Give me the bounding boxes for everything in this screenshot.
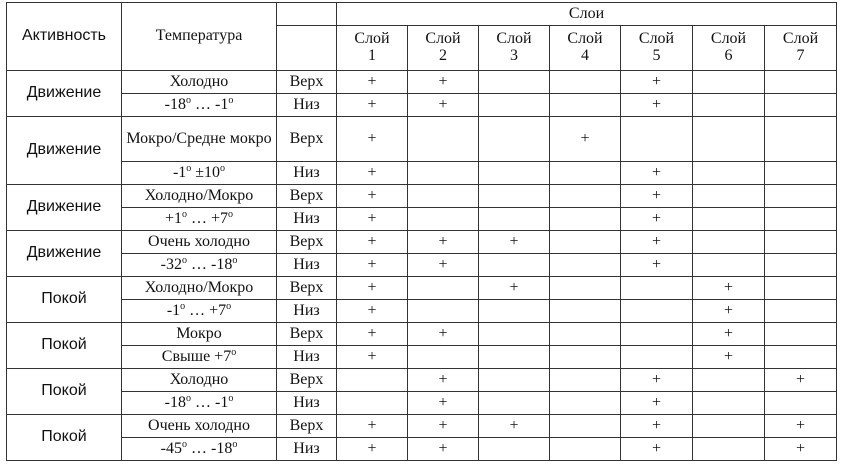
header-layer-word: Слой bbox=[710, 30, 747, 48]
layer-mark-cell-6 bbox=[693, 208, 765, 231]
layer-mark-cell-1: + bbox=[337, 185, 408, 208]
position-cell: Низ bbox=[277, 208, 337, 231]
position-cell: Верх bbox=[277, 323, 337, 346]
layer-mark-cell-7 bbox=[765, 392, 837, 415]
position-cell: Низ bbox=[277, 300, 337, 323]
layer-mark-cell-5: + bbox=[621, 438, 693, 461]
layer-mark-cell-7 bbox=[765, 231, 837, 254]
layer-mark-cell-3 bbox=[479, 346, 550, 369]
layer-mark-cell-2 bbox=[408, 117, 479, 162]
layer-mark-cell-7 bbox=[765, 162, 837, 185]
position-cell: Низ bbox=[277, 392, 337, 415]
layer-mark-cell-6 bbox=[693, 392, 765, 415]
position-cell: Верх bbox=[277, 185, 337, 208]
temperature-cell: Очень холодно bbox=[122, 415, 277, 438]
temperature-cell: Холодно/Мокро bbox=[122, 277, 277, 300]
layer-mark-cell-2: + bbox=[408, 254, 479, 277]
table-row bbox=[7, 117, 837, 162]
layer-mark-cell-3 bbox=[479, 369, 550, 392]
layer-mark-cell-3 bbox=[479, 254, 550, 277]
temperature-cell: Очень холодно bbox=[122, 231, 277, 254]
layer-mark-cell-3 bbox=[479, 117, 550, 162]
layer-mark-cell-5: + bbox=[621, 415, 693, 438]
position-cell: Верх bbox=[277, 415, 337, 438]
layer-mark-cell-6: + bbox=[693, 277, 765, 300]
table-row bbox=[7, 346, 837, 369]
activity-cell: Покой bbox=[7, 369, 122, 415]
temperature-cell: Мокро/Средне мокро bbox=[122, 117, 277, 162]
header-layer-2 bbox=[408, 26, 479, 71]
layer-mark-cell-4 bbox=[550, 438, 621, 461]
layer-mark-cell-2: + bbox=[408, 323, 479, 346]
header-layer-number: 1 bbox=[368, 47, 376, 64]
layer-mark-cell-7 bbox=[765, 185, 837, 208]
table-row bbox=[7, 323, 837, 346]
header-layer-number: 3 bbox=[510, 47, 518, 64]
layer-mark-cell-7 bbox=[765, 117, 837, 162]
header-layer-1 bbox=[337, 26, 408, 71]
layer-mark-cell-5 bbox=[621, 277, 693, 300]
layer-mark-cell-5 bbox=[621, 346, 693, 369]
layer-mark-cell-4 bbox=[550, 71, 621, 94]
position-cell: Низ bbox=[277, 346, 337, 369]
layer-mark-cell-2 bbox=[408, 277, 479, 300]
layer-mark-cell-7 bbox=[765, 208, 837, 231]
layer-mark-cell-2: + bbox=[408, 415, 479, 438]
header-layer-word: Слой bbox=[567, 30, 603, 48]
position-cell: Низ bbox=[277, 162, 337, 185]
header-layer-word: Слой bbox=[638, 30, 675, 48]
activity-cell: Движение bbox=[7, 185, 122, 231]
position-cell: Низ bbox=[277, 438, 337, 461]
layer-mark-cell-6: + bbox=[693, 300, 765, 323]
layer-mark-cell-4 bbox=[550, 323, 621, 346]
activity-cell: Движение bbox=[7, 117, 122, 185]
table-row bbox=[7, 300, 837, 323]
layer-mark-cell-4 bbox=[550, 185, 621, 208]
header-layer-word: Слой bbox=[782, 30, 819, 48]
layer-mark-cell-6 bbox=[693, 369, 765, 392]
layer-mark-cell-7: + bbox=[765, 415, 837, 438]
header-layer-4 bbox=[550, 26, 621, 71]
temperature-cell: $+1^o$ … $+7^o$ bbox=[122, 208, 277, 231]
layer-mark-cell-2: + bbox=[408, 94, 479, 117]
layer-mark-cell-3 bbox=[479, 300, 550, 323]
temperature-cell: -1$^o$ … $+7^o$ bbox=[122, 300, 277, 323]
table-row bbox=[7, 94, 837, 117]
layer-mark-cell-4 bbox=[550, 277, 621, 300]
layer-mark-cell-1: + bbox=[337, 117, 408, 162]
layer-mark-cell-5: + bbox=[621, 208, 693, 231]
temperature-cell: -18$^o$ … -1$^o$ bbox=[122, 94, 277, 117]
layer-mark-cell-5: + bbox=[621, 392, 693, 415]
layer-mark-cell-1: + bbox=[337, 162, 408, 185]
layer-mark-cell-3 bbox=[479, 94, 550, 117]
layer-mark-cell-1 bbox=[337, 369, 408, 392]
table-row bbox=[7, 162, 837, 185]
layer-mark-cell-2: + bbox=[408, 438, 479, 461]
layer-mark-cell-3 bbox=[479, 185, 550, 208]
layer-mark-cell-4 bbox=[550, 392, 621, 415]
layer-mark-cell-2 bbox=[408, 208, 479, 231]
header-layer-3 bbox=[479, 26, 550, 71]
table-row bbox=[7, 369, 837, 392]
position-cell: Верх bbox=[277, 71, 337, 94]
header-layer-number: 7 bbox=[796, 47, 805, 64]
layer-mark-cell-3 bbox=[479, 71, 550, 94]
layer-mark-cell-7 bbox=[765, 323, 837, 346]
layer-mark-cell-6 bbox=[693, 438, 765, 461]
header-layers-group: Слои bbox=[337, 3, 837, 26]
header-layer-number: 2 bbox=[439, 47, 447, 64]
temperature-cell: Холодно/Мокро bbox=[122, 185, 277, 208]
layer-mark-cell-1: + bbox=[337, 415, 408, 438]
layer-mark-cell-3 bbox=[479, 208, 550, 231]
header-empty bbox=[277, 3, 337, 26]
layer-mark-cell-1: + bbox=[337, 208, 408, 231]
layer-mark-cell-3: + bbox=[479, 231, 550, 254]
layer-mark-cell-2 bbox=[408, 162, 479, 185]
layer-mark-cell-1: + bbox=[337, 94, 408, 117]
table-row bbox=[7, 392, 837, 415]
layer-mark-cell-1: + bbox=[337, 300, 408, 323]
layer-mark-cell-7: + bbox=[765, 438, 837, 461]
header-layer-number: 6 bbox=[724, 47, 733, 64]
layer-mark-cell-3: + bbox=[479, 277, 550, 300]
layer-mark-cell-3 bbox=[479, 392, 550, 415]
layer-mark-cell-1: + bbox=[337, 323, 408, 346]
table-row bbox=[7, 277, 837, 300]
table-row bbox=[7, 185, 837, 208]
layer-mark-cell-6 bbox=[693, 94, 765, 117]
layer-mark-cell-5 bbox=[621, 300, 693, 323]
header-layer-number: 5 bbox=[652, 47, 661, 64]
position-cell: Верх bbox=[277, 117, 337, 162]
layer-mark-cell-6 bbox=[693, 71, 765, 94]
layer-mark-cell-6: + bbox=[693, 323, 765, 346]
layer-mark-cell-2: + bbox=[408, 369, 479, 392]
layer-mark-cell-5: + bbox=[621, 162, 693, 185]
layer-mark-cell-4 bbox=[550, 254, 621, 277]
layer-mark-cell-5: + bbox=[621, 71, 693, 94]
position-cell: Низ bbox=[277, 94, 337, 117]
layer-mark-cell-4 bbox=[550, 369, 621, 392]
temperature-cell: Свыше $+7^o$ bbox=[122, 346, 277, 369]
layer-mark-cell-4 bbox=[550, 346, 621, 369]
table-row bbox=[7, 208, 837, 231]
layer-mark-cell-5: + bbox=[621, 231, 693, 254]
layer-mark-cell-1: + bbox=[337, 231, 408, 254]
header-activity: Активность bbox=[7, 3, 122, 71]
temperature-cell: -45$^o$ … -18$^o$ bbox=[122, 438, 277, 461]
layer-mark-cell-5: + bbox=[621, 94, 693, 117]
layer-mark-cell-6 bbox=[693, 254, 765, 277]
table-row bbox=[7, 415, 837, 438]
header-layer-5 bbox=[621, 26, 693, 71]
layer-mark-cell-7 bbox=[765, 94, 837, 117]
layer-mark-cell-5 bbox=[621, 117, 693, 162]
layer-mark-cell-7 bbox=[765, 346, 837, 369]
layer-mark-cell-3 bbox=[479, 323, 550, 346]
layer-mark-cell-6 bbox=[693, 185, 765, 208]
layer-mark-cell-4: + bbox=[550, 117, 621, 162]
layer-mark-cell-2: + bbox=[408, 71, 479, 94]
layer-mark-cell-4 bbox=[550, 94, 621, 117]
layer-mark-cell-2 bbox=[408, 346, 479, 369]
table-row bbox=[7, 231, 837, 254]
layer-mark-cell-6: + bbox=[693, 346, 765, 369]
temperature-cell: $-1^o \pm 10^o$ bbox=[122, 162, 277, 185]
layer-mark-cell-1: + bbox=[337, 254, 408, 277]
layer-mark-cell-7: + bbox=[765, 369, 837, 392]
clothing-layers-table bbox=[6, 2, 837, 461]
position-cell: Верх bbox=[277, 277, 337, 300]
layer-mark-cell-4 bbox=[550, 300, 621, 323]
layer-mark-cell-7 bbox=[765, 300, 837, 323]
layer-mark-cell-6 bbox=[693, 231, 765, 254]
activity-cell: Покой bbox=[7, 277, 122, 323]
layer-mark-cell-1 bbox=[337, 392, 408, 415]
layer-mark-cell-2 bbox=[408, 185, 479, 208]
header-layer-6 bbox=[693, 26, 765, 71]
temperature-cell: Холодно bbox=[122, 369, 277, 392]
position-cell: Низ bbox=[277, 254, 337, 277]
layer-mark-cell-2: + bbox=[408, 231, 479, 254]
layer-mark-cell-6 bbox=[693, 117, 765, 162]
layer-mark-cell-1: + bbox=[337, 277, 408, 300]
layer-mark-cell-2: + bbox=[408, 392, 479, 415]
layer-mark-cell-1: + bbox=[337, 71, 408, 94]
layer-mark-cell-7 bbox=[765, 254, 837, 277]
layer-mark-cell-3 bbox=[479, 162, 550, 185]
activity-cell: Покой bbox=[7, 415, 122, 461]
layer-mark-cell-3: + bbox=[479, 415, 550, 438]
position-cell: Верх bbox=[277, 231, 337, 254]
header-layer-7 bbox=[765, 26, 837, 71]
layer-mark-cell-1: + bbox=[337, 346, 408, 369]
layer-mark-cell-6 bbox=[693, 162, 765, 185]
layer-mark-cell-1: + bbox=[337, 438, 408, 461]
activity-cell: Покой bbox=[7, 323, 122, 369]
layer-mark-cell-5: + bbox=[621, 254, 693, 277]
layer-mark-cell-7 bbox=[765, 71, 837, 94]
temperature-cell: Холодно bbox=[122, 71, 277, 94]
layer-mark-cell-7 bbox=[765, 277, 837, 300]
table-row bbox=[7, 254, 837, 277]
layer-mark-cell-4 bbox=[550, 162, 621, 185]
header-position-empty bbox=[277, 26, 337, 71]
temperature-cell: Мокро bbox=[122, 323, 277, 346]
layer-mark-cell-2 bbox=[408, 300, 479, 323]
layer-mark-cell-4 bbox=[550, 208, 621, 231]
position-cell: Верх bbox=[277, 369, 337, 392]
layer-mark-cell-5: + bbox=[621, 185, 693, 208]
header-temperature: Температура bbox=[122, 3, 277, 71]
layer-mark-cell-4 bbox=[550, 415, 621, 438]
layer-mark-cell-5 bbox=[621, 323, 693, 346]
table-row bbox=[7, 438, 837, 461]
layer-mark-cell-4 bbox=[550, 231, 621, 254]
header-layer-number: 4 bbox=[581, 47, 589, 64]
layer-mark-cell-5: + bbox=[621, 369, 693, 392]
layer-mark-cell-3 bbox=[479, 438, 550, 461]
layer-mark-cell-6 bbox=[693, 415, 765, 438]
temperature-cell: -18$^o$ … -1$^o$ bbox=[122, 392, 277, 415]
header-layer-word: Слой bbox=[425, 30, 461, 48]
activity-cell: Движение bbox=[7, 231, 122, 277]
table-row bbox=[7, 71, 837, 94]
activity-cell: Движение bbox=[7, 71, 122, 117]
temperature-cell: -32$^o$ … -18$^o$ bbox=[122, 254, 277, 277]
header-layer-word: Слой bbox=[496, 30, 532, 48]
header-layer-word: Слой bbox=[354, 30, 390, 48]
